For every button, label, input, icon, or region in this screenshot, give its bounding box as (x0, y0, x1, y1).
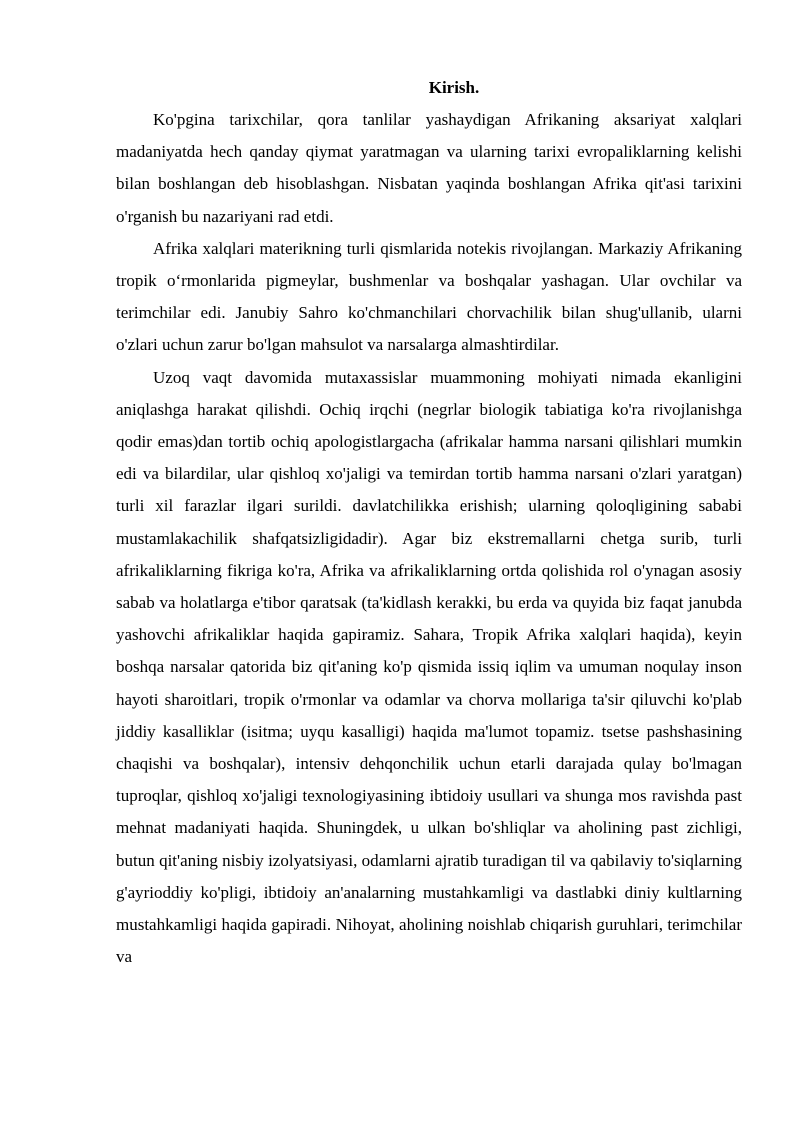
document-title: Kirish. (428, 78, 480, 97)
paragraph-specialists: Uzoq vaqt davomida mutaxassislar muammoning mohiyati nimada ekanligini aniqlashga harakat qilishdi. Ochiq irqchi (negrlar biologik tabiatiga ko'ra rivojlanishga qodir emas)dan tortib ochiq apologistlargacha (afrikalar hamma narsani qilishlari mumkin edi va bilardilar, ular qishloq xo'jaligi va temirdan tortib hamma narsani o'zlari yaratgan) turli xil farazlar ilgari surildi. davlatchilikka erishish; ularning qoloqligining sababi mustamlakachilik shafqatsizligidadir). Agar biz ekstremallarni chetga surib, turli afrikaliklarning fikriga ko'ra, Afrika va afrikaliklarning ortda qolishida rol o'ynagan asosiy sabab va holatlarga e'tibor qaratsak (ta'kidlash kerakki, bu erda va quyida biz faqat janubda yashovchi afrikaliklar haqida gapiramiz. Sahara, Tropik Afrika xalqlari haqida), keyin boshqa narsalar qatorida biz qit'aning ko'p qismida issiq iqlim va umuman noqulay inson hayoti sharoitlari, tropik o'rmonlar va odamlar va chorva mollariga ta'sir qiluvchi ko'plab jiddiy kasalliklar (isitma; uyqu kasalligi) haqida ma'lumot topamiz. tsetse pashshasining chaqishi va boshqalar), intensiv dehqonchilik uchun etarli darajada qulay bo'lmagan tuproqlar, qishloq xo'jaligi texnologiyasining ibtidoiy usullari va shunga mos ravishda past mehnat madaniyati haqida. Shuningdek, u ulkan bo'shliqlar va aholining past zichligi, butun qit'aning nisbiy izolyatsiyasi, odamlarni ajratib turadigan til va qabilaviy to'siqlarning g'ayrioddiy ko'pligi, ibtidoiy an'analarning mustahkamligi va dastlabki diniy kultlarning mustahkamligi haqida gapiradi. Nihoyat, aholining noishlab chiqarish guruhlari, terimchilar va (116, 367, 742, 967)
paragraph-intro: Ko'pgina tarixchilar, qora tanlilar yashaydigan Afrikaning aksariyat xalqlari madaniyatda hech qanday qiymat yaratmagan va ularning tarixi evropaliklarning kelishi bilan boshlangan deb hisoblashgan. Nisbatan yaqinda boshlangan Afrika qit'asi tarixini o'rganish bu nazariyani rad etdi. (116, 110, 742, 226)
document-page (116, 72, 742, 973)
paragraph-peoples: Afrika xalqlari materikning turli qismlarida notekis rivojlangan. Markaziy Afrikaning tropik oʻrmonlarida pigmeylar, bushmenlar va boshqalar yashagan. Ular ovchilar va terimchilar edi. Janubiy Sahro ko'chmanchilari chorvachilik bilan shug'ullanib, ularni o'zlari uchun zarur bo'lgan mahsulot va narsalarga almashtirdilar. (116, 238, 742, 355)
